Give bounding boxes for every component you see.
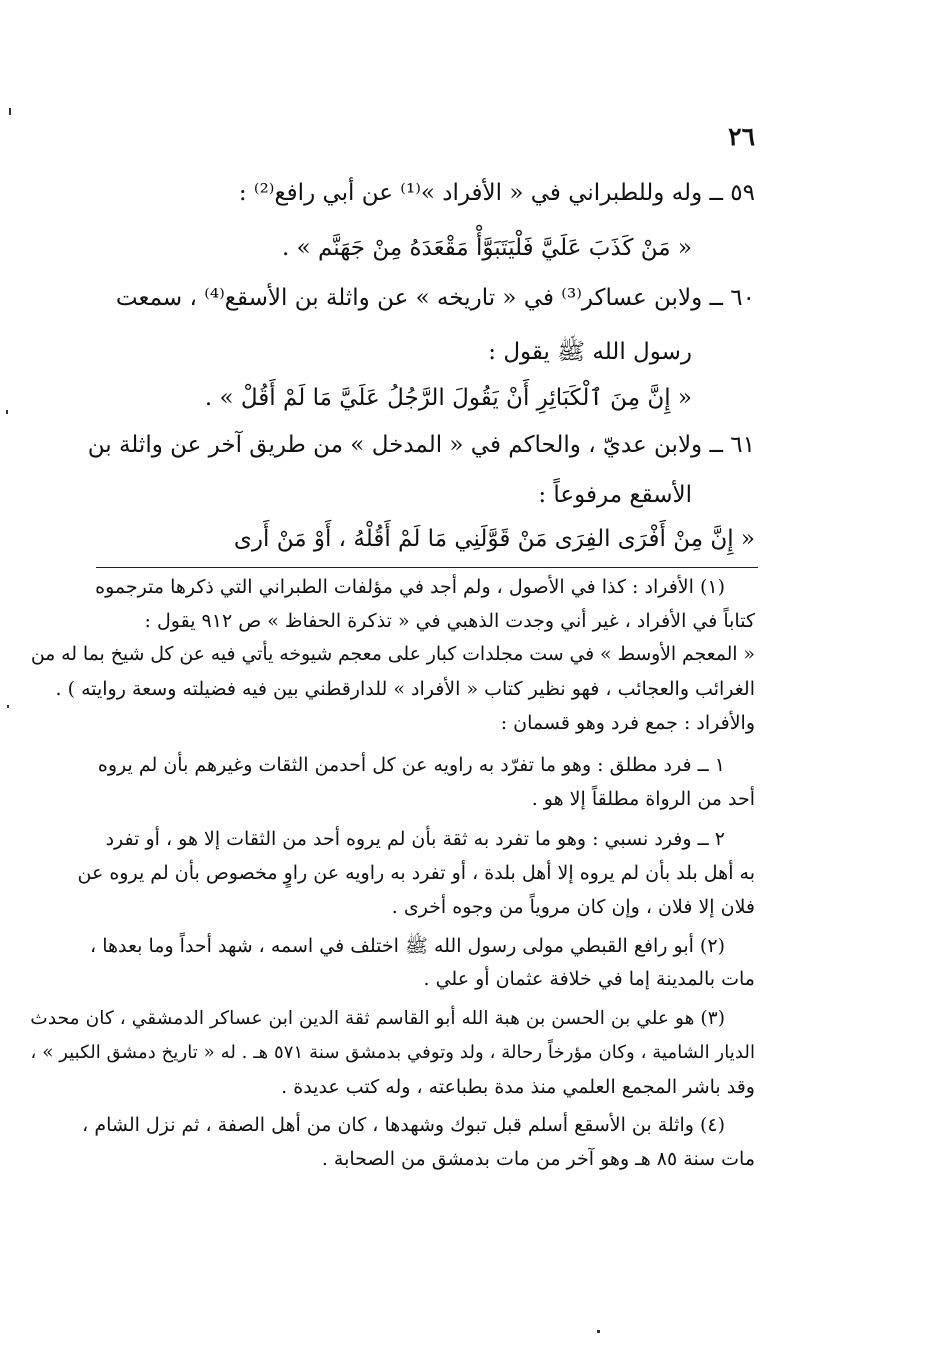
footnote-3-line-1: (٣) هو علي بن الحسن بن هبة الله أبو القاسم ثقة الدين ابن عساكر الدمشقي ، كان محدث xyxy=(30,1008,725,1029)
page-number: ٢٦ xyxy=(728,122,755,151)
hadith-61-line-2: الأسقع مرفوعاً : xyxy=(538,482,692,508)
footnote-1-line-6: ١ ــ فرد مطلق : وهو ما تفرّد به راويه عن كل أحدمن الثقات وغيرهم بأن لم يروه xyxy=(97,754,725,776)
footnote-2-line-2: مات بالمدينة إما في خلافة عثمان أو علي . xyxy=(423,968,755,990)
hadith-59-line: ٥٩ ــ وله وللطبراني في « الأفراد »⁽¹⁾ عن أبي رافع⁽²⁾ : xyxy=(238,180,755,206)
hadith-59-quote: « مَنْ كَذَبَ عَلَيَّ فَلْيَتَبَوَّأْ مَقْعَدَهُ مِنْ جَهَنَّم » . xyxy=(281,235,692,261)
hadith-61-quote: « إِنَّ مِنْ أَفْرَى الفِرَى مَنْ قَوَّلَنِي مَا لَمْ أَقُلْهُ ، أَوْ مَنْ أَرى xyxy=(233,526,755,552)
footnote-1-line-9: به أهل بلد بأن لم يروه إلا أهل بلدة ، أو تفرد به راويه عن راوٍ مخصوص بأن لم يروه عن xyxy=(77,862,755,884)
footnote-1-line-4: الغرائب والعجائب ، فهو نظير كتاب « الأفراد » للدارقطني بين فيه فضيلته وسعة روايته ) . xyxy=(55,678,755,700)
scan-speck xyxy=(597,1330,600,1333)
footnote-1-line-2: كتاباً في الأفراد ، غير أني وجدت الذهبي في « تذكرة الحفاظ » ص ٩١٢ يقول : xyxy=(144,610,755,632)
footnote-1-line-7: أحد من الرواة مطلقاً إلا هو . xyxy=(531,788,755,810)
footnote-3-line-2: الديار الشامية ، وكان مؤرخاً رحالة ، ولد وتوفي بدمشق سنة ٥٧١ هـ . له « تاريخ دمشق الكبير » ، xyxy=(30,1042,755,1063)
footnote-3-line-3: وقد باشر المجمع العلمي منذ مدة بطباعته ، وله كتب عديدة . xyxy=(281,1076,755,1098)
scan-speck xyxy=(9,108,11,115)
hadith-60-quote: « إِنَّ مِنَ ٱلْكَبَائِرِ أَنْ يَقُولَ الرَّجُلُ عَلَيَّ مَا لَمْ أَقُلْ » . xyxy=(204,385,692,411)
hadith-61-line: ٦١ ــ ولابن عديّ ، والحاكم في « المدخل » من طريق آخر عن واثلة بن xyxy=(87,432,755,458)
footnote-4-line-2: مات سنة ٨٥ هـ وهو آخر من مات بدمشق من الصحابة . xyxy=(321,1148,755,1170)
hadith-60-line-2: رسول الله ﷺ يقول : xyxy=(488,339,692,365)
footnote-separator xyxy=(96,567,758,568)
scan-speck xyxy=(6,410,8,414)
footnote-1-line-5: والأفراد : جمع فرد وهو قسمان : xyxy=(500,712,755,734)
footnote-1-line-10: فلان إلا فلان ، وإن كان مروياً من وجوه أخرى . xyxy=(391,896,755,918)
footnote-1-line-8: ٢ ــ وفرد نسبي : وهو ما تفرد به ثقة بأن لم يروه أحد من الثقات إلا هو ، أو تفرد xyxy=(105,828,725,850)
footnote-1-line-1: (١) الأفراد : كذا في الأصول ، ولم أجد في مؤلفات الطبراني التي ذكرها مترجموه xyxy=(95,576,725,598)
footnote-1-line-3: « المعجم الأوسط » في ست مجلدات كبار على معجم شيوخه يأتي فيه عن كل شيخ بما له من xyxy=(30,644,755,665)
footnote-2-line-1: (٢) أبو رافع القبطي مولى رسول الله ﷺ اختلف في اسمه ، شهد أحداً وما بعدها ، xyxy=(90,935,725,957)
hadith-60-line: ٦٠ ــ ولابن عساكر⁽³⁾ في « تاريخه » عن واثلة بن الأسقع⁽⁴⁾ ، سمعت xyxy=(115,285,755,311)
footnote-4-line-1: (٤) واثلة بن الأسقع أسلم قبل تبوك وشهدها ، كان من أهل الصفة ، ثم نزل الشام ، xyxy=(82,1114,725,1136)
scan-speck xyxy=(7,705,9,708)
